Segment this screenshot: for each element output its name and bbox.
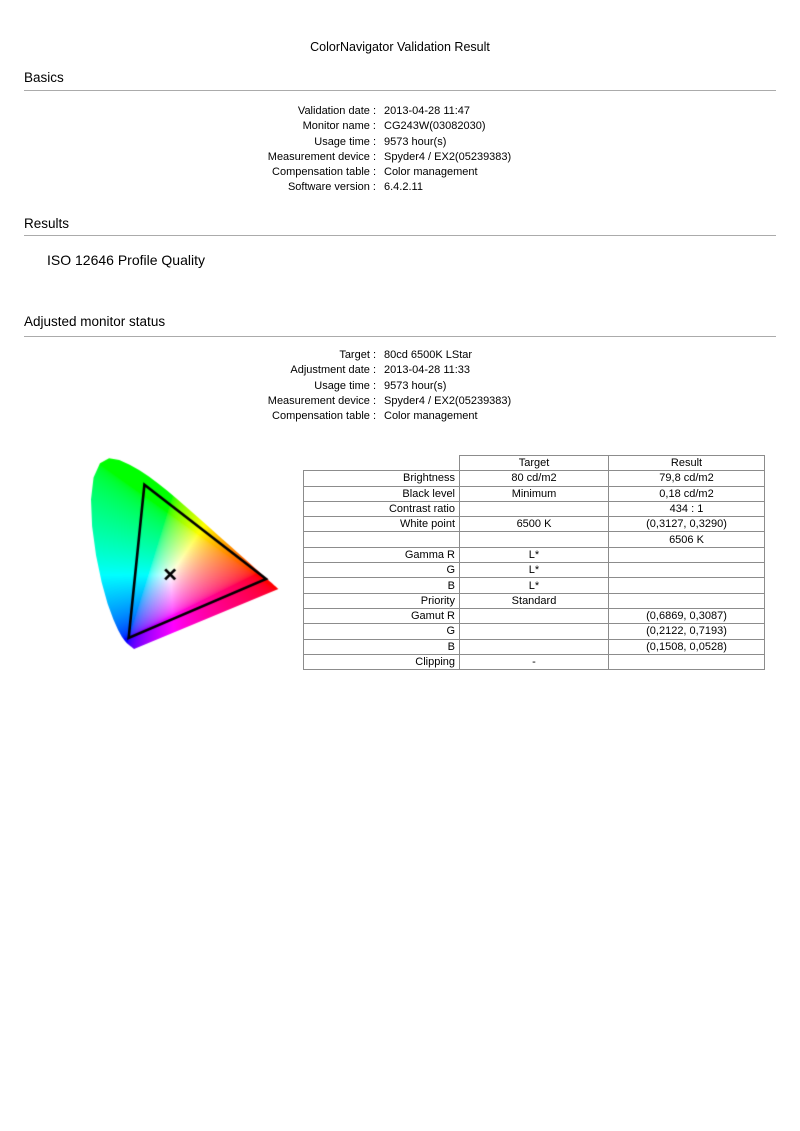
status-label-cell: B [304, 578, 460, 593]
adjusted-status-info-list [24, 348, 764, 424]
kv-value: CG243W(03082030) [384, 120, 486, 133]
table-row [304, 471, 765, 486]
status-result-cell [609, 654, 765, 669]
status-label-cell: Priority [304, 593, 460, 608]
status-result-cell: (0,2122, 0,7193) [609, 624, 765, 639]
kv-row [24, 104, 764, 119]
kv-value: 6.4.2.11 [384, 181, 423, 194]
status-target-cell: L* [460, 563, 609, 578]
kv-row [24, 394, 764, 409]
table-row [304, 624, 765, 639]
status-label-cell: G [304, 563, 460, 578]
table-header-target: Target [460, 456, 609, 471]
kv-row [24, 119, 764, 134]
status-result-cell [609, 563, 765, 578]
status-target-cell: 6500 K [460, 517, 609, 532]
status-label-cell: G [304, 624, 460, 639]
status-label-cell: Clipping [304, 654, 460, 669]
basics-info-list [24, 104, 764, 196]
kv-row [24, 150, 764, 165]
kv-row [24, 409, 764, 424]
status-target-cell [460, 608, 609, 623]
status-target-cell [460, 501, 609, 516]
table-row [304, 593, 765, 608]
kv-row [24, 180, 764, 195]
status-target-cell: Standard [460, 593, 609, 608]
table-row [304, 563, 765, 578]
kv-value: Color management [384, 410, 478, 423]
status-label-cell: Gamma R [304, 547, 460, 562]
status-target-cell [460, 639, 609, 654]
kv-value: 80cd 6500K LStar [384, 349, 473, 361]
status-result-cell: (0,3127, 0,3290) [609, 517, 765, 532]
status-result-cell: (0,1508, 0,0528) [609, 639, 765, 654]
status-result-cell: (0,6869, 0,3087) [609, 608, 765, 623]
status-result-cell: 0,18 cd/m2 [609, 486, 765, 501]
kv-row [24, 379, 764, 394]
status-label-cell [304, 532, 460, 547]
table-row [304, 486, 765, 501]
table-row [304, 639, 765, 654]
table-header-row [304, 456, 765, 471]
table-row [304, 608, 765, 623]
status-result-cell: 434 : 1 [609, 501, 765, 516]
status-label-cell: B [304, 639, 460, 654]
status-result-cell [609, 578, 765, 593]
kv-value: Spyder4 / EX2(05239383) [384, 394, 512, 407]
status-result-cell [609, 593, 765, 608]
table-row [304, 517, 765, 532]
kv-label: Compensation table : [272, 410, 376, 423]
table-header-result: Result [609, 456, 765, 471]
status-label-cell: Brightness [304, 471, 460, 486]
chromaticity-diagram-canvas [90, 450, 290, 650]
kv-label: Compensation table : [272, 166, 376, 179]
status-target-cell [460, 624, 609, 639]
status-result-cell: 6506 K [609, 532, 765, 547]
monitor-status-table [303, 455, 765, 670]
kv-value: Spyder4 / EX2(05239383) [384, 150, 512, 163]
kv-value: 2013-04-28 11:33 [384, 364, 471, 377]
kv-label: Usage time : [314, 379, 376, 392]
kv-label: Software version : [287, 181, 376, 194]
kv-label: Measurement device : [267, 150, 376, 163]
section-adjusted-status-heading: Adjusted monitor status [24, 314, 166, 329]
status-target-cell: Minimum [460, 486, 609, 501]
status-target-cell: L* [460, 547, 609, 562]
report-title: ColorNavigator Validation Result [310, 40, 490, 54]
table-row [304, 654, 765, 669]
kv-label: Monitor name : [302, 120, 376, 133]
status-label-cell: Black level [304, 486, 460, 501]
kv-row [24, 363, 764, 378]
kv-row [24, 135, 764, 150]
table-row [304, 547, 765, 562]
kv-value: Color management [384, 166, 478, 179]
table-row [304, 501, 765, 516]
section-basics-heading: Basics [24, 70, 64, 85]
status-result-cell: 79,8 cd/m2 [609, 471, 765, 486]
status-label-cell: White point [304, 517, 460, 532]
result-item-iso12646: ISO 12646 Profile Quality [47, 252, 205, 268]
kv-label: Usage time : [314, 135, 376, 148]
status-target-cell: 80 cd/m2 [460, 471, 609, 486]
status-target-cell: L* [460, 578, 609, 593]
section-results-heading: Results [24, 216, 70, 231]
section-basics-rule [24, 90, 776, 91]
kv-label: Validation date : [297, 105, 376, 117]
table-header-spacer [304, 456, 460, 471]
status-label-cell: Gamut R [304, 608, 460, 623]
kv-value: 9573 hour(s) [384, 135, 447, 148]
kv-row [24, 348, 764, 363]
section-adjusted-status-rule [24, 336, 776, 337]
table-row [304, 532, 765, 547]
table-row [304, 578, 765, 593]
kv-label: Adjustment date : [290, 364, 376, 377]
kv-label: Measurement device : [267, 394, 376, 407]
kv-value: 2013-04-28 11:47 [384, 105, 471, 117]
status-target-cell: - [460, 654, 609, 669]
kv-row [24, 165, 764, 180]
kv-label: Target : [339, 349, 376, 361]
status-target-cell [460, 532, 609, 547]
status-result-cell [609, 547, 765, 562]
section-results-rule [24, 235, 776, 236]
status-label-cell: Contrast ratio [304, 501, 460, 516]
kv-value: 9573 hour(s) [384, 379, 447, 392]
